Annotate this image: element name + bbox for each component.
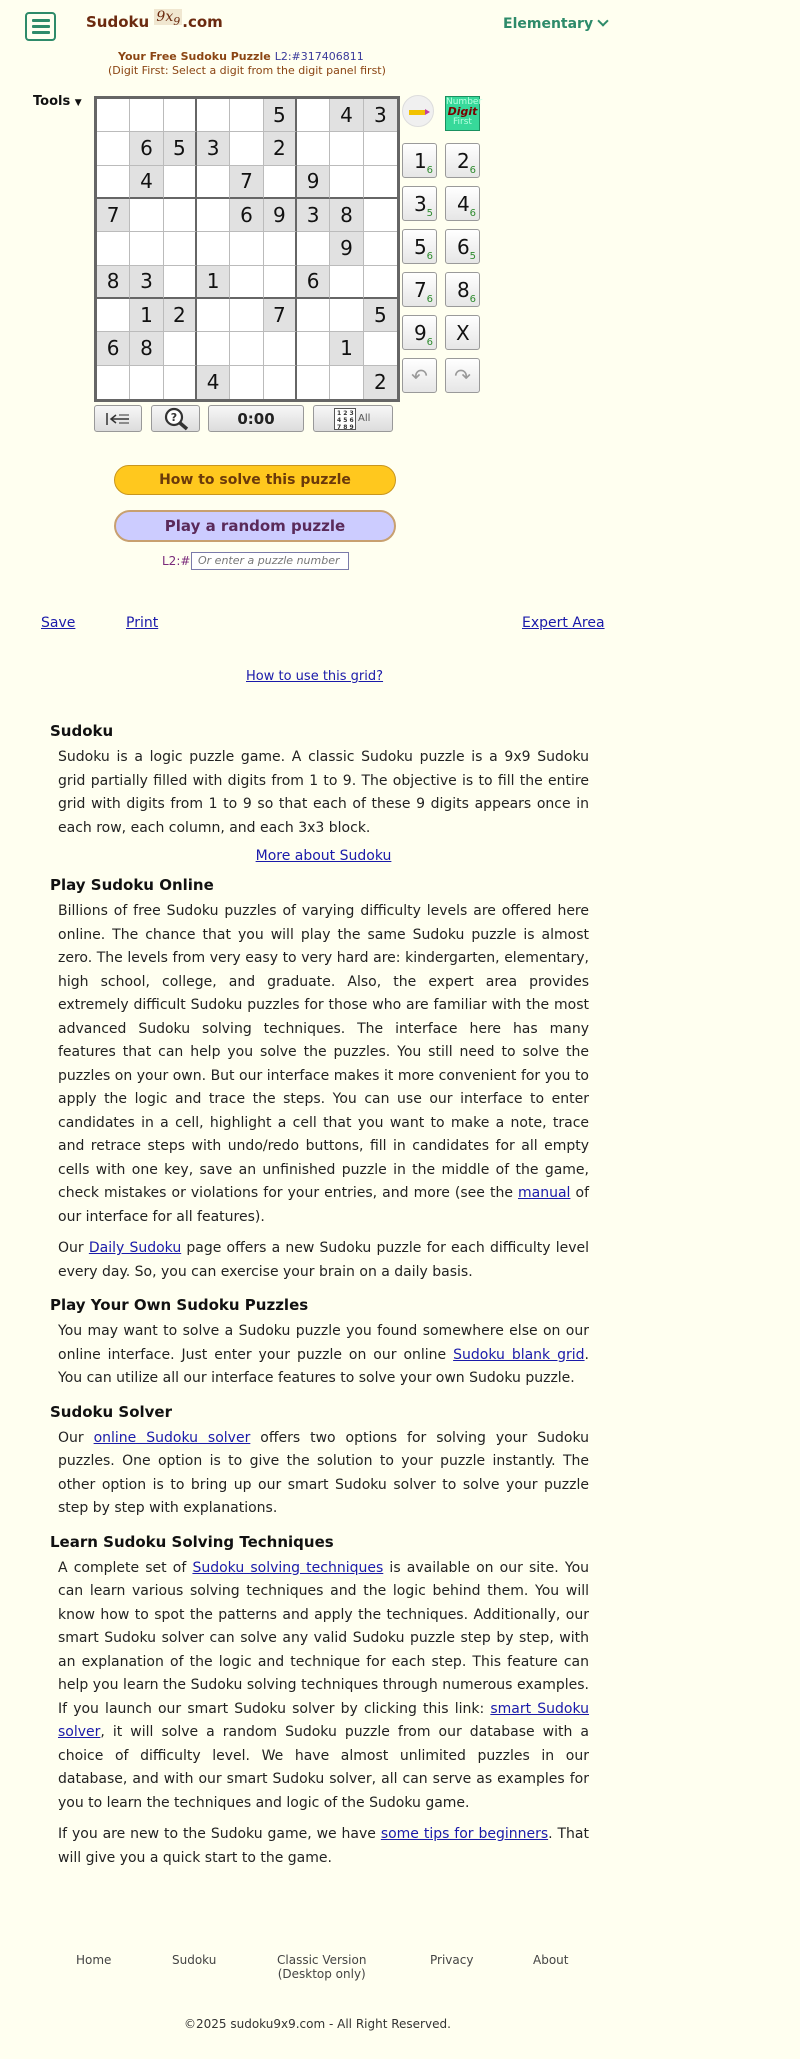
grid-cell-r3c6[interactable] bbox=[264, 166, 297, 199]
grid-cell-r6c4[interactable]: 1 bbox=[197, 266, 230, 299]
digit-remaining-count: 5 bbox=[469, 251, 476, 262]
footer-classic-line2: (Desktop only) bbox=[277, 1967, 366, 1981]
daily-sudoku-link[interactable]: Daily Sudoku bbox=[88, 1240, 182, 1256]
grid-cell-r9c6[interactable] bbox=[264, 366, 297, 399]
text: of our interface for all features). bbox=[58, 1185, 589, 1225]
grid-cell-r8c9[interactable] bbox=[364, 332, 397, 365]
grid-cell-r6c6[interactable] bbox=[264, 266, 297, 299]
solving-techniques-link[interactable]: Sudoku solving techniques bbox=[192, 1559, 384, 1576]
digit-label: 8 bbox=[457, 278, 470, 302]
how-to-use-grid-link[interactable]: How to use this grid? bbox=[246, 669, 384, 684]
digit-first-mid: Digit bbox=[447, 105, 478, 118]
grid-cell-r2c1[interactable] bbox=[97, 132, 130, 165]
grid-cell-r2c7[interactable] bbox=[297, 132, 330, 165]
grid-cell-r2c3[interactable]: 5 bbox=[164, 132, 197, 165]
puzzle-instruction: (Digit First: Select a digit from the digit panel first) bbox=[108, 64, 386, 77]
digit-button-5[interactable] bbox=[402, 229, 437, 264]
grid-cell-r5c7[interactable] bbox=[297, 232, 330, 265]
tools-label: Tools bbox=[33, 94, 71, 109]
collapse-left-icon bbox=[105, 411, 131, 427]
grid-cell-r2c5[interactable] bbox=[230, 132, 263, 165]
section-own-puzzles bbox=[50, 1296, 589, 1391]
grid-cell-r2c2[interactable]: 6 bbox=[130, 132, 163, 165]
redo-icon: ↷ bbox=[454, 363, 471, 388]
puzzle-title bbox=[118, 50, 364, 63]
text: If you are new to the Sudoku game, we have bbox=[58, 1826, 381, 1842]
chevron-down-icon bbox=[597, 15, 608, 26]
text: offers two options for solving your Sudoku puzzles. One option is to give the solution to your puzzle instantly. The other option is to bring up our smart Sudoku solver to solve your puzzle step by step with explanations. bbox=[58, 1429, 589, 1516]
section-title: Play Sudoku Online bbox=[50, 876, 214, 894]
grid-cell-r1c3[interactable] bbox=[164, 99, 197, 132]
grid-cell-r8c4[interactable] bbox=[197, 332, 230, 365]
digit-button-9[interactable] bbox=[402, 315, 437, 350]
digit-button-1[interactable] bbox=[402, 143, 437, 178]
sudoku-grid bbox=[94, 96, 400, 402]
fill-all-candidates-button[interactable] bbox=[313, 405, 393, 432]
grid-cell-r1c4[interactable] bbox=[197, 99, 230, 132]
section-paragraph bbox=[58, 1320, 589, 1391]
smart-solver-link[interactable]: smart Sudoku solver bbox=[58, 1700, 590, 1740]
digit-label: 1 bbox=[414, 149, 427, 173]
grid-cell-r7c5[interactable] bbox=[230, 299, 263, 332]
grid-cell-r3c1[interactable] bbox=[97, 166, 130, 199]
grid-cell-r5c2[interactable] bbox=[130, 232, 163, 265]
section-techniques bbox=[50, 1533, 589, 1871]
grid-cell-r8c1[interactable]: 6 bbox=[97, 332, 130, 365]
text: Our bbox=[58, 1429, 94, 1446]
grid-cell-r9c5[interactable] bbox=[230, 366, 263, 399]
all-label: All bbox=[358, 413, 371, 424]
hint-button[interactable] bbox=[151, 405, 200, 432]
digit-remaining-count: 6 bbox=[469, 165, 476, 176]
logo-9x9 bbox=[154, 9, 182, 28]
text: Billions of free Sudoku puzzles of varying difficulty levels are offered here online. The chance that you will play the same Sudoku puzzle is almost zero. The levels from very easy to very hard are: kindergarten, elementary, high school, college, and graduate. Also, the expert area provides extremely difficult Sudoku puzzles for those who are familiar with the most advanced Sudoku solving techniques. The interface here has many features that can help you solve the puzzles. You still need to solve the puzzles on your own. But our interface makes it more convenient for you to apply the logic and trace the steps. You can use our interface to enter candidates in a cell, highlight a cell that you want to make a note, trace and retrace steps with undo/redo buttons, fill in candidates for all empty cells with one key, save an unfinished puzzle in the middle of the game, check mistakes or violations for your entries, and more (see the bbox=[58, 903, 589, 1201]
grid-cell-r3c9[interactable] bbox=[364, 166, 397, 199]
print-link[interactable]: Print bbox=[126, 615, 159, 631]
menu-icon-bar bbox=[32, 31, 50, 34]
random-puzzle-button[interactable]: Play a random puzzle bbox=[114, 510, 396, 542]
menu-icon-bar bbox=[32, 25, 50, 28]
section-title: Play Your Own Sudoku Puzzles bbox=[50, 1296, 309, 1314]
grid-cell-r6c9[interactable] bbox=[364, 266, 397, 299]
logo-suffix: .com bbox=[182, 13, 223, 31]
digit-remaining-count: 6 bbox=[426, 294, 433, 305]
pencil-tip bbox=[425, 109, 430, 115]
triangle-down-icon: ▼ bbox=[74, 98, 82, 108]
grid-cell-r7c9[interactable]: 5 bbox=[364, 299, 397, 332]
article bbox=[50, 722, 589, 1882]
section-title: Sudoku bbox=[50, 722, 114, 740]
digit-label: 4 bbox=[457, 192, 470, 216]
grid-cell-r7c2[interactable]: 1 bbox=[130, 299, 163, 332]
grid-cell-r5c9[interactable] bbox=[364, 232, 397, 265]
text: , it will solve a random Sudoku puzzle from our database with a choice of difficulty level. We have almost unlimited puzzles in our database, and with our smart Sudoku solver, all can serve as examples for you to learn the techniques and logic of the Sudoku game. bbox=[58, 1724, 589, 1811]
beginner-tips-link[interactable]: some tips for beginners bbox=[380, 1826, 549, 1842]
section-paragraph: Sudoku is a logic puzzle game. A classic Sudoku puzzle is a 9x9 Sudoku grid partially filled with digits from 1 to 9. The objective is to fill the entire grid with digits from 1 to 9 so that each of these 9 digits appears once in each row, each column, and each 3x3 block. bbox=[58, 749, 589, 836]
digit-button-3[interactable] bbox=[402, 186, 437, 221]
grid-cell-r6c3[interactable] bbox=[164, 266, 197, 299]
digit-remaining-count: 6 bbox=[426, 165, 433, 176]
text: Our bbox=[58, 1240, 89, 1256]
grid-cell-r8c3[interactable] bbox=[164, 332, 197, 365]
how-to-solve-button[interactable]: How to solve this puzzle bbox=[114, 465, 396, 495]
grid-cell-r8c5[interactable] bbox=[230, 332, 263, 365]
back-button[interactable] bbox=[94, 405, 142, 432]
svg-text:1 2 3: 1 2 3 bbox=[337, 409, 354, 417]
copyright: ©2025 sudoku9x9.com - All Right Reserved. bbox=[184, 2017, 451, 2031]
digit-button-4[interactable] bbox=[445, 186, 480, 221]
grid-cell-r1c8[interactable]: 4 bbox=[330, 99, 363, 132]
logo-x: x bbox=[165, 9, 174, 25]
text: You may want to solve a Sudoku puzzle you found somewhere else on our online interface. Just enter your puzzle on our online bbox=[58, 1323, 589, 1363]
grid-cell-r2c9[interactable] bbox=[364, 132, 397, 165]
grid-cell-r4c5[interactable]: 6 bbox=[230, 199, 263, 232]
grid-cell-r7c7[interactable] bbox=[297, 299, 330, 332]
grid-cell-r4c3[interactable] bbox=[164, 199, 197, 232]
section-solver bbox=[50, 1403, 589, 1521]
grid-cell-r3c5[interactable]: 7 bbox=[230, 166, 263, 199]
grid-cell-r8c2[interactable]: 8 bbox=[130, 332, 163, 365]
puzzle-number-input[interactable]: Or enter a puzzle number bbox=[191, 552, 349, 570]
section-paragraph bbox=[58, 900, 589, 1229]
save-link[interactable]: Save bbox=[41, 615, 76, 631]
grid-cell-r6c1[interactable]: 8 bbox=[97, 266, 130, 299]
digit-label: 9 bbox=[414, 321, 427, 345]
text: is available on our site. You can learn various solving techniques and the logic behind them. You will know how to spot the patterns and apply the techniques. Additionally, our smart Sudoku solver can solve any valid Sudoku puzzle step by step, with an explanation of the logic and technique for each step. This feature can help you learn the Sudoku solving techniques through numerous examples. If you launch our smart Sudoku solver by clicking this link: bbox=[58, 1559, 590, 1717]
text: . You can utilize all our interface features to solve your own Sudoku puzzle. bbox=[58, 1346, 589, 1386]
digit-first-top: Number bbox=[446, 97, 483, 107]
grid-cell-r3c4[interactable] bbox=[197, 166, 230, 199]
grid-cell-r4c4[interactable] bbox=[197, 199, 230, 232]
digit-first-bottom: First bbox=[453, 117, 472, 127]
grid-cell-r5c8[interactable]: 9 bbox=[330, 232, 363, 265]
grid-cell-r7c4[interactable] bbox=[197, 299, 230, 332]
logo-nine: 9 bbox=[156, 9, 166, 25]
section-play-online bbox=[50, 876, 589, 1284]
grid-cell-r1c1[interactable] bbox=[97, 99, 130, 132]
digit-label: 2 bbox=[457, 149, 470, 173]
digit-label: 3 bbox=[414, 192, 427, 216]
text: A complete set of bbox=[58, 1559, 193, 1576]
timer[interactable]: 0:00 bbox=[208, 405, 304, 432]
digit-remaining-count: 6 bbox=[426, 251, 433, 262]
grid-cell-r9c8[interactable] bbox=[330, 366, 363, 399]
grid-cell-r4c1[interactable]: 7 bbox=[97, 199, 130, 232]
section-paragraph bbox=[58, 1237, 589, 1284]
undo-icon: ↶ bbox=[411, 363, 428, 388]
grid-cell-r8c6[interactable] bbox=[264, 332, 297, 365]
digit-remaining-count: 5 bbox=[426, 208, 433, 219]
svg-text:?: ? bbox=[170, 410, 177, 424]
digit-label: 6 bbox=[457, 235, 470, 259]
grid-cell-r8c8[interactable]: 1 bbox=[330, 332, 363, 365]
svg-text:7 8 9: 7 8 9 bbox=[337, 423, 354, 430]
menu-button[interactable] bbox=[25, 12, 56, 41]
footer-privacy-link[interactable]: Privacy bbox=[430, 1953, 474, 1967]
online-solver-link[interactable]: online Sudoku solver bbox=[93, 1429, 251, 1446]
grid-cell-r2c6[interactable]: 2 bbox=[264, 132, 297, 165]
grid-cell-r9c3[interactable] bbox=[164, 366, 197, 399]
magnifier-question-icon bbox=[162, 407, 190, 431]
grid-cell-r6c2[interactable]: 3 bbox=[130, 266, 163, 299]
grid-cell-r4c2[interactable] bbox=[130, 199, 163, 232]
svg-text:4 5 6: 4 5 6 bbox=[337, 416, 354, 424]
digit-first-toggle[interactable] bbox=[445, 96, 483, 131]
more-about-wrap bbox=[58, 848, 589, 864]
grid-cell-r6c8[interactable] bbox=[330, 266, 363, 299]
grid-cell-r1c2[interactable] bbox=[130, 99, 163, 132]
expert-area-link[interactable]: Expert Area bbox=[522, 615, 605, 631]
digit-remaining-count: 6 bbox=[469, 294, 476, 305]
grid-cell-r8c7[interactable] bbox=[297, 332, 330, 365]
text: page offers a new Sudoku puzzle for each difficulty level every day. So, you can exercise your brain on a daily basis. bbox=[58, 1240, 589, 1280]
grid-cell-r4c7[interactable]: 3 bbox=[297, 199, 330, 232]
grid-cell-r1c9[interactable]: 3 bbox=[364, 99, 397, 132]
text: . That will give you a quick start to the game. bbox=[58, 1826, 589, 1866]
footer-classic-link[interactable] bbox=[277, 1953, 366, 1981]
section-paragraph bbox=[58, 1427, 589, 1521]
grid-cell-r5c6[interactable] bbox=[264, 232, 297, 265]
section-title: Learn Sudoku Solving Techniques bbox=[50, 1532, 334, 1551]
grid-cell-r6c7[interactable]: 6 bbox=[297, 266, 330, 299]
digit-remaining-count: 6 bbox=[426, 337, 433, 348]
grid-cell-r1c7[interactable] bbox=[297, 99, 330, 132]
grid-cell-r5c3[interactable] bbox=[164, 232, 197, 265]
grid-cell-r7c6[interactable]: 7 bbox=[264, 299, 297, 332]
grid-cell-r9c4[interactable]: 4 bbox=[197, 366, 230, 399]
grid-cell-r4c8[interactable]: 8 bbox=[330, 199, 363, 232]
menu-icon bbox=[32, 19, 50, 22]
pencil-icon bbox=[409, 110, 425, 115]
undo-button[interactable] bbox=[402, 358, 437, 393]
redo-button[interactable] bbox=[445, 358, 480, 393]
digit-remaining-count: 6 bbox=[469, 208, 476, 219]
manual-link[interactable]: manual bbox=[518, 1185, 571, 1201]
digit-label: 7 bbox=[414, 278, 427, 302]
grid-cell-r4c6[interactable]: 9 bbox=[264, 199, 297, 232]
grid-cell-r9c2[interactable] bbox=[130, 366, 163, 399]
grid-cell-r1c6[interactable]: 5 bbox=[264, 99, 297, 132]
tools-menu[interactable] bbox=[33, 94, 82, 109]
pencil-mode-button[interactable] bbox=[402, 95, 434, 127]
blank-grid-link[interactable]: Sudoku blank grid bbox=[453, 1346, 585, 1363]
footer-classic-line1: Classic Version bbox=[277, 1953, 367, 1967]
footer-sudoku-link[interactable]: Sudoku bbox=[172, 1953, 217, 1967]
digit-button-6[interactable] bbox=[445, 229, 480, 264]
grid-cell-r6c5[interactable] bbox=[230, 266, 263, 299]
grid-cell-r5c5[interactable] bbox=[230, 232, 263, 265]
grid-cell-r3c8[interactable] bbox=[330, 166, 363, 199]
grid-cell-r3c3[interactable] bbox=[164, 166, 197, 199]
logo-text: Sudoku bbox=[86, 13, 150, 31]
section-paragraph bbox=[58, 1823, 589, 1870]
candidates-grid-icon bbox=[334, 408, 356, 430]
puzzle-number-label: L2:# bbox=[162, 554, 191, 568]
level-selector[interactable] bbox=[503, 16, 607, 32]
grid-cell-r7c3[interactable]: 2 bbox=[164, 299, 197, 332]
erase-label: X bbox=[456, 321, 470, 345]
digit-button-8[interactable] bbox=[445, 272, 480, 307]
logo-sub: 9 bbox=[173, 14, 181, 28]
section-paragraph bbox=[58, 1557, 589, 1816]
grid-cell-r2c8[interactable] bbox=[330, 132, 363, 165]
level-label: Elementary bbox=[503, 16, 594, 32]
puzzle-title-text: Your Free Sudoku Puzzle bbox=[118, 50, 271, 63]
grid-cell-r9c1[interactable] bbox=[97, 366, 130, 399]
grid-cell-r5c1[interactable] bbox=[97, 232, 130, 265]
more-about-sudoku-link[interactable]: More about Sudoku bbox=[255, 848, 392, 864]
section-title: Sudoku Solver bbox=[50, 1402, 172, 1421]
grid-cell-r3c2[interactable]: 4 bbox=[130, 166, 163, 199]
grid-cell-r7c1[interactable] bbox=[97, 299, 130, 332]
grid-cell-r9c7[interactable] bbox=[297, 366, 330, 399]
grid-cell-r5c4[interactable] bbox=[197, 232, 230, 265]
grid-cell-r1c5[interactable] bbox=[230, 99, 263, 132]
digit-label: 5 bbox=[414, 235, 427, 259]
grid-cell-r7c8[interactable] bbox=[330, 299, 363, 332]
digit-button-7[interactable] bbox=[402, 272, 437, 307]
grid-cell-r2c4[interactable]: 3 bbox=[197, 132, 230, 165]
grid-cell-r4c9[interactable] bbox=[364, 199, 397, 232]
grid-cell-r9c9[interactable]: 2 bbox=[364, 366, 397, 399]
site-logo[interactable] bbox=[86, 9, 223, 34]
puzzle-number: L2:#317406811 bbox=[274, 50, 364, 63]
erase-button[interactable] bbox=[445, 315, 480, 350]
section-sudoku bbox=[50, 722, 589, 864]
footer-home-link[interactable]: Home bbox=[76, 1953, 112, 1967]
digit-button-2[interactable] bbox=[445, 143, 480, 178]
footer-about-link[interactable]: About bbox=[533, 1953, 569, 1967]
grid-cell-r3c7[interactable]: 9 bbox=[297, 166, 330, 199]
